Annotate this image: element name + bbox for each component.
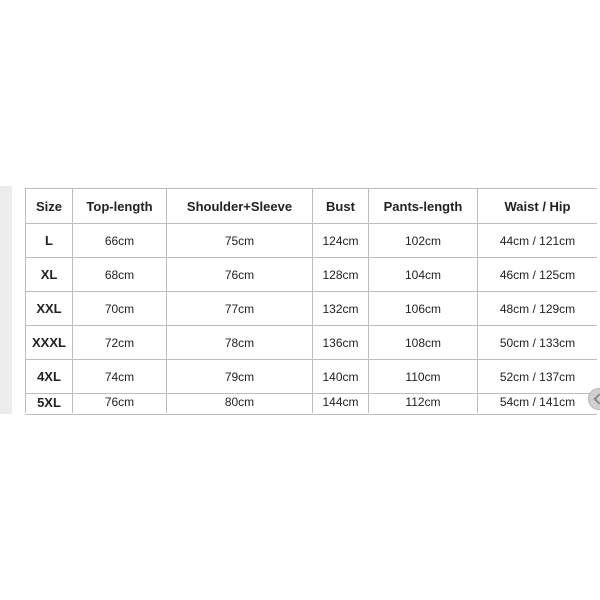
header-row xyxy=(26,189,598,224)
table-row xyxy=(26,258,598,292)
header-bust: Bust xyxy=(313,189,369,224)
table-row xyxy=(26,292,598,326)
top-length-cell: 66cm xyxy=(73,224,167,258)
top-length-cell: 72cm xyxy=(73,326,167,360)
size-cell: 5XL xyxy=(26,394,73,414)
header-top-length: Top-length xyxy=(73,189,167,224)
top-length-cell: 70cm xyxy=(73,292,167,326)
bust-cell: 124cm xyxy=(313,224,369,258)
top-length-cell: 76cm xyxy=(73,394,167,414)
shoulder-sleeve-cell: 78cm xyxy=(167,326,313,360)
bust-cell: 136cm xyxy=(313,326,369,360)
bust-cell: 140cm xyxy=(313,360,369,394)
pants-length-cell: 112cm xyxy=(369,394,478,414)
table-row xyxy=(26,326,598,360)
waist-hip-cell: 44cm / 121cm xyxy=(478,224,598,258)
size-cell: XXL xyxy=(26,292,73,326)
shoulder-sleeve-cell: 75cm xyxy=(167,224,313,258)
shoulder-sleeve-cell: 80cm xyxy=(167,394,313,414)
header-shoulder-sleeve: Shoulder+Sleeve xyxy=(167,189,313,224)
bust-cell: 128cm xyxy=(313,258,369,292)
waist-hip-cell: 52cm / 137cm xyxy=(478,360,598,394)
size-cell: XL xyxy=(26,258,73,292)
pants-length-cell: 110cm xyxy=(369,360,478,394)
waist-hip-cell: 54cm / 141cm xyxy=(478,394,598,414)
left-side-bar xyxy=(0,186,12,414)
size-cell: L xyxy=(26,224,73,258)
shoulder-sleeve-cell: 79cm xyxy=(167,360,313,394)
table-row xyxy=(26,360,598,394)
top-length-cell: 68cm xyxy=(73,258,167,292)
top-length-cell: 74cm xyxy=(73,360,167,394)
waist-hip-cell: 46cm / 125cm xyxy=(478,258,598,292)
pants-length-cell: 102cm xyxy=(369,224,478,258)
size-cell: XXXL xyxy=(26,326,73,360)
bust-cell: 132cm xyxy=(313,292,369,326)
waist-hip-cell: 50cm / 133cm xyxy=(478,326,598,360)
header-waist-hip: Waist / Hip xyxy=(478,189,598,224)
size-chart-table xyxy=(25,188,597,413)
shoulder-sleeve-cell: 77cm xyxy=(167,292,313,326)
shoulder-sleeve-cell: 76cm xyxy=(167,258,313,292)
pants-length-cell: 108cm xyxy=(369,326,478,360)
size-chart-container xyxy=(25,188,597,415)
header-pants-length: Pants-length xyxy=(369,189,478,224)
pants-length-cell: 104cm xyxy=(369,258,478,292)
table-row xyxy=(26,394,598,414)
bust-cell: 144cm xyxy=(313,394,369,414)
header-size: Size xyxy=(26,189,73,224)
table-row xyxy=(26,224,598,258)
size-cell: 4XL xyxy=(26,360,73,394)
waist-hip-cell: 48cm / 129cm xyxy=(478,292,598,326)
pants-length-cell: 106cm xyxy=(369,292,478,326)
